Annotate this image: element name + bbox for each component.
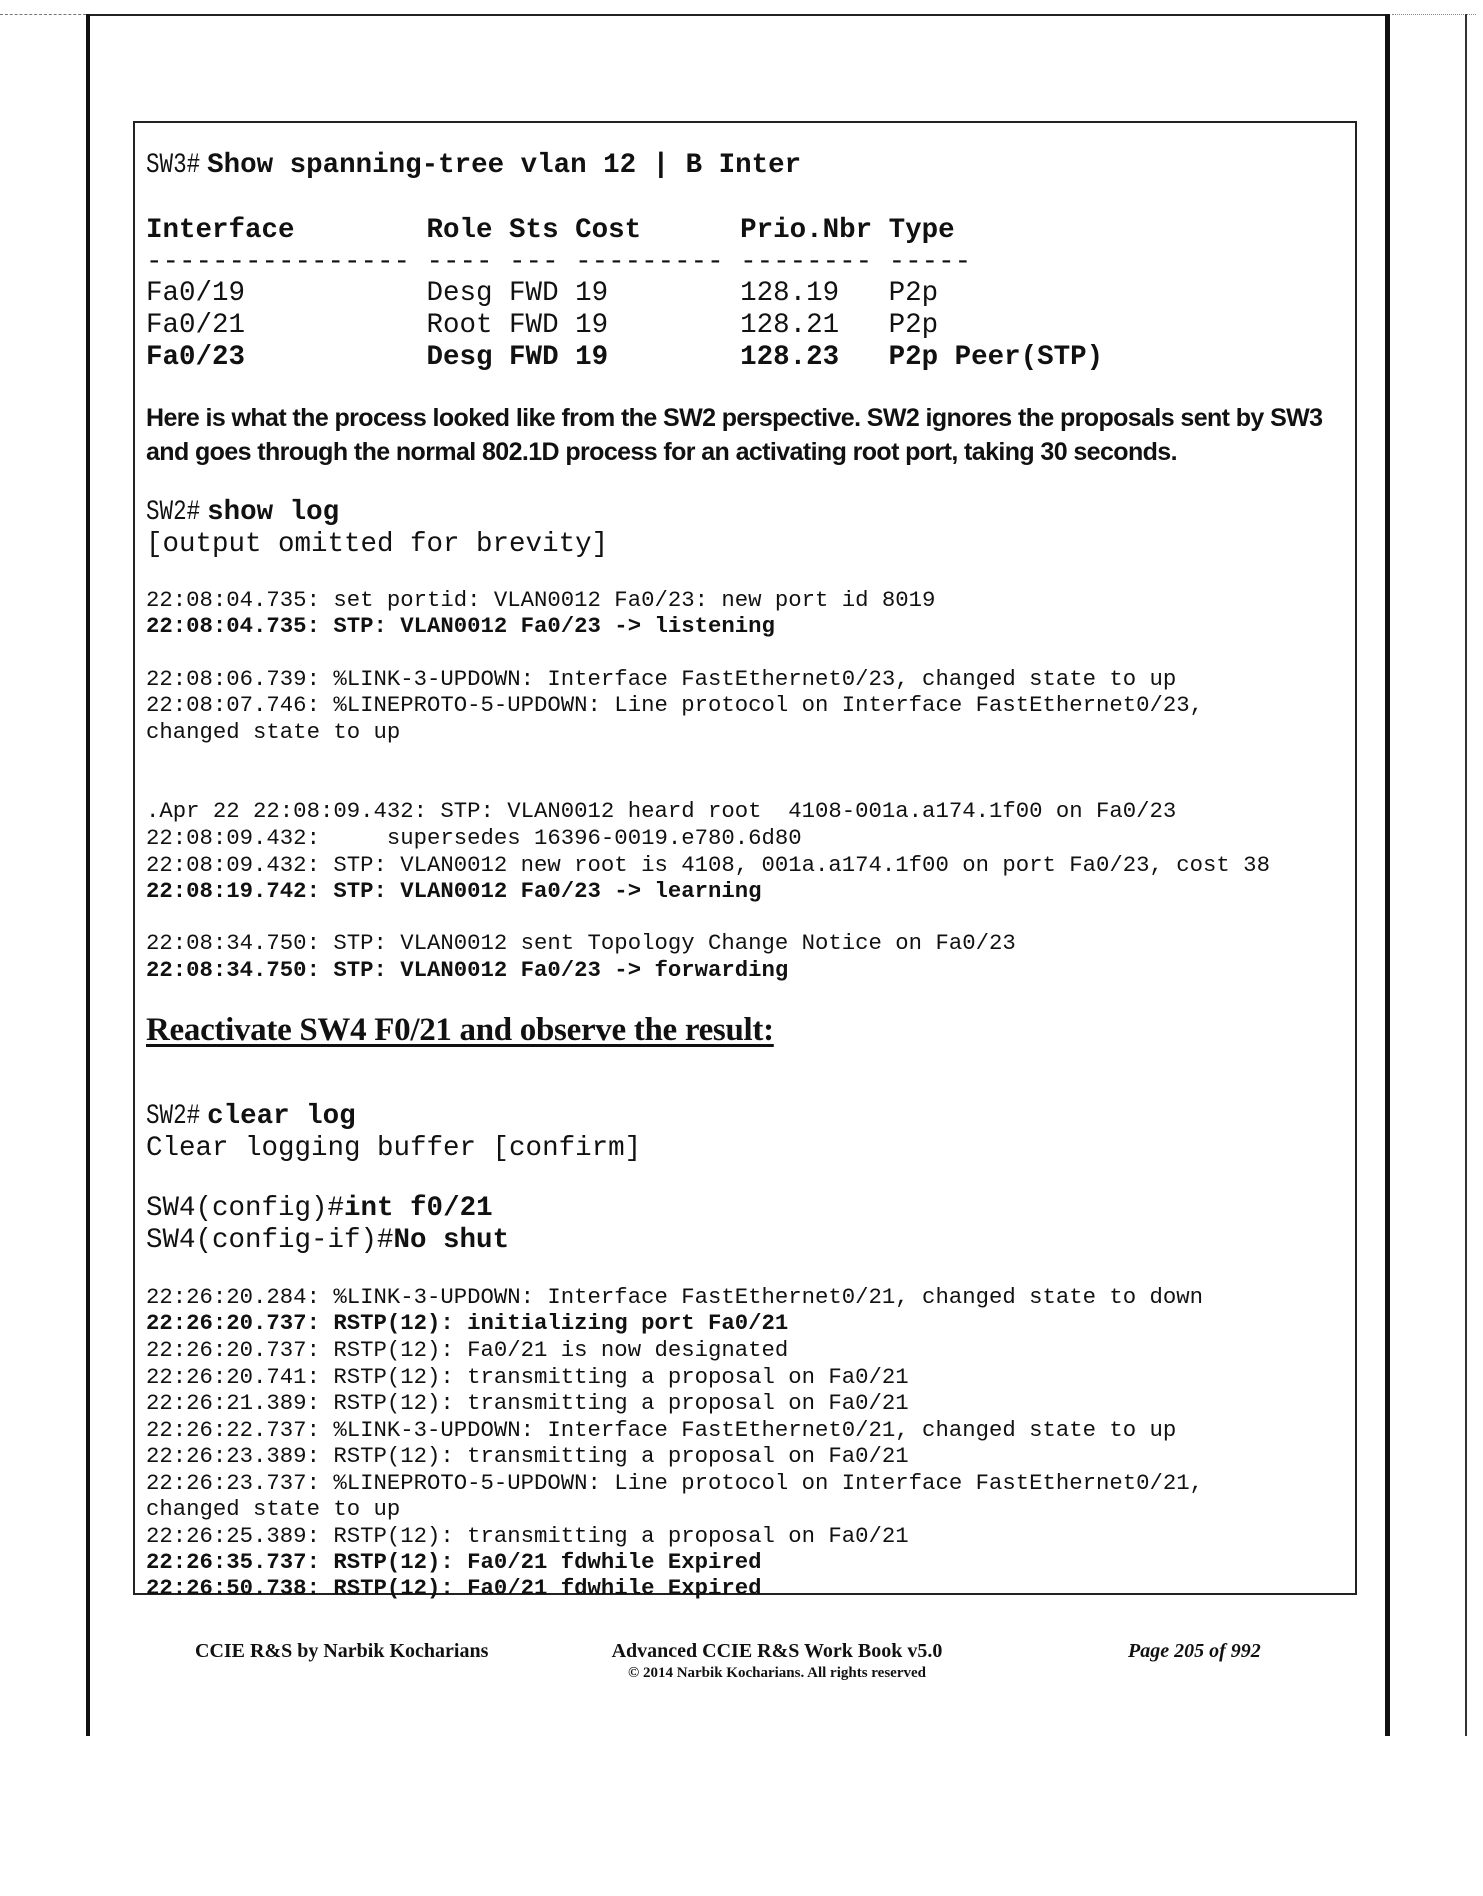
log-line: changed state to up — [146, 1496, 401, 1522]
cli-command: clear log — [207, 1101, 356, 1132]
page-border-right — [1385, 14, 1390, 1736]
page-number: Page 205 of 992 — [1128, 1640, 1261, 1662]
footer-copyright: © 2014 Narbik Kocharians. All rights reserved — [627, 1665, 926, 1681]
log-line: 22:08:34.750: STP: VLAN0012 Fa0/23 -> forwarding — [146, 957, 789, 983]
cli-prompt: SW4(config)# — [146, 1193, 345, 1224]
stp-table-header: Interface Role Sts Cost Prio.Nbr Type — [146, 215, 955, 246]
spanning-tree-command — [146, 150, 801, 182]
log-line: 22:26:20.284: %LINK-3-UPDOWN: Interface FastEthernet0/21, changed state to down — [146, 1284, 1204, 1310]
log-line: 22:26:35.737: RSTP(12): Fa0/21 fdwhile Expired — [146, 1549, 762, 1575]
log-line: 22:26:25.389: RSTP(12): transmitting a proposal on Fa0/21 — [146, 1523, 909, 1549]
scan-edge-line — [0, 14, 86, 15]
cli-prompt: SW2# — [146, 1101, 201, 1132]
log-line: 22:08:34.750: STP: VLAN0012 sent Topology Change Notice on Fa0/23 — [146, 930, 1016, 956]
output-note: [output omitted for brevity] — [146, 529, 609, 560]
page-border-left — [86, 14, 90, 1736]
log-line: 22:26:21.389: RSTP(12): transmitting a proposal on Fa0/21 — [146, 1390, 909, 1416]
footer-author: CCIE R&S by Narbik Kocharians — [195, 1640, 489, 1662]
stp-table-separator: ---------------- ---- --- --------- -------- ----- — [146, 247, 972, 278]
show-log-command — [146, 497, 339, 529]
log-line: 22:08:09.432: STP: VLAN0012 new root is 4108, 001a.a174.1f00 on port Fa0/23, cost 38 — [146, 852, 1270, 878]
stp-table-row: Fa0/23 Desg FWD 19 128.23 P2p Peer(STP) — [146, 342, 1104, 373]
log-line: .Apr 22 22:08:09.432: STP: VLAN0012 heard root 4108-001a.a174.1f00 on Fa0/23 — [146, 798, 1177, 824]
explanation-paragraph — [146, 401, 1356, 469]
footer-book-title: Advanced CCIE R&S Work Book v5.0 — [611, 1640, 943, 1662]
log-line: 22:08:04.735: set portid: VLAN0012 Fa0/23: new port id 8019 — [146, 587, 936, 613]
cli-prompt: SW2# — [146, 497, 201, 528]
cli-command: int f0/21 — [344, 1193, 493, 1224]
page-border-top — [86, 14, 1389, 16]
log-line: 22:26:22.737: %LINK-3-UPDOWN: Interface FastEthernet0/21, changed state to up — [146, 1417, 1177, 1443]
cli-command: No shut — [393, 1225, 510, 1256]
sw4-config-line — [146, 1225, 509, 1257]
log-line: 22:08:06.739: %LINK-3-UPDOWN: Interface FastEthernet0/23, changed state to up — [146, 666, 1177, 692]
scan-edge-line — [1392, 14, 1476, 15]
footer-title — [582, 1640, 972, 1683]
log-line: 22:26:20.737: RSTP(12): initializing port Fa0/21 — [146, 1310, 789, 1336]
cli-command: Show spanning-tree vlan 12 | B Inter — [207, 150, 802, 181]
log-line: 22:26:23.389: RSTP(12): transmitting a proposal on Fa0/21 — [146, 1443, 909, 1469]
cli-command: show log — [207, 497, 340, 528]
log-line: 22:08:19.742: STP: VLAN0012 Fa0/23 -> learning — [146, 878, 762, 904]
log-line: 22:26:23.737: %LINEPROTO-5-UPDOWN: Line protocol on Interface FastEthernet0/21, — [146, 1470, 1204, 1496]
section-heading: Reactivate SW4 F0/21 and observe the result: — [146, 1012, 774, 1048]
log-line: 22:26:20.741: RSTP(12): transmitting a proposal on Fa0/21 — [146, 1364, 909, 1390]
stp-table-row: Fa0/19 Desg FWD 19 128.19 P2p — [146, 278, 939, 309]
cli-prompt: SW4(config-if)# — [146, 1225, 394, 1256]
sw4-config-line — [146, 1193, 493, 1225]
cli-response: Clear logging buffer [confirm] — [146, 1133, 642, 1164]
cli-prompt: SW3# — [146, 150, 201, 181]
stp-table-row: Fa0/21 Root FWD 19 128.21 P2p — [146, 310, 939, 341]
paragraph-line: Here is what the process looked like from the SW2 perspective. SW2 ignores the proposals sent by SW3 — [146, 404, 1323, 432]
clear-log-command — [146, 1101, 356, 1133]
log-line: changed state to up — [146, 719, 401, 745]
paragraph-line: and goes through the normal 802.1D process for an activating root port, taking 30 seconds. — [146, 438, 1177, 466]
log-line: 22:26:20.737: RSTP(12): Fa0/21 is now designated — [146, 1337, 789, 1363]
log-line: 22:08:07.746: %LINEPROTO-5-UPDOWN: Line protocol on Interface FastEthernet0/23, — [146, 692, 1204, 718]
scan-edge-right — [1465, 14, 1467, 1736]
log-line: 22:08:09.432: supersedes 16396-0019.e780.6d80 — [146, 825, 802, 851]
log-line: 22:08:04.735: STP: VLAN0012 Fa0/23 -> listening — [146, 613, 775, 639]
log-line: 22:26:50.738: RSTP(12): Fa0/21 fdwhile Expired — [146, 1575, 762, 1601]
